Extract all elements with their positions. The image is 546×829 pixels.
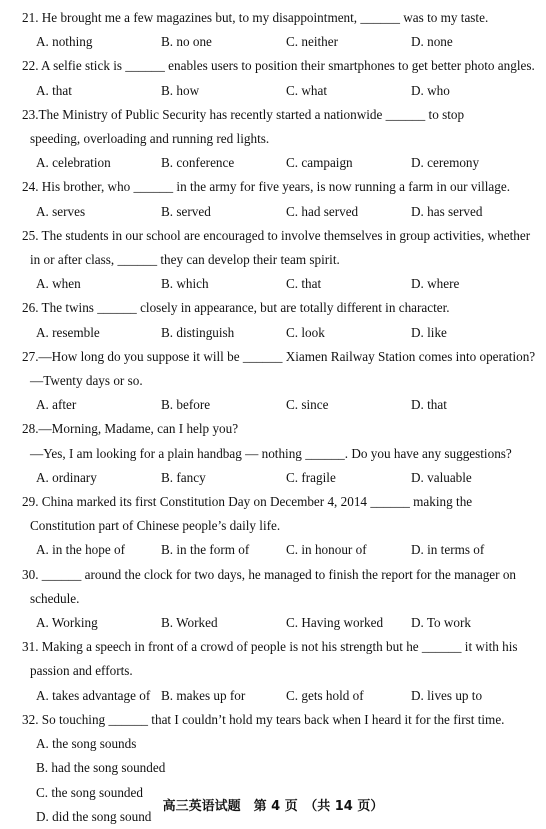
question-item (22, 563, 536, 636)
answer-option: D. where (411, 276, 460, 292)
page-footer: 高三英语试题 第 4 页 （共 14 页） (162, 799, 384, 814)
question-stem: 30. ______ around the clock for two days, he managed to finish the report for the manager on (22, 566, 517, 582)
answer-options (22, 321, 536, 345)
answer-option: B. in the form of (161, 542, 250, 558)
answer-option: A. the song sounds (36, 736, 137, 752)
answer-option: A. when (36, 276, 81, 292)
question-stem: 24. His brother, who ______ in the army for five years, is now running a farm in our village. (22, 179, 511, 195)
answer-option: B. which (161, 276, 209, 292)
question-stem: 32. So touching ______ that I couldn’t hold my tears back when I heard it for the first time. (22, 711, 505, 727)
answer-options (22, 151, 536, 175)
answer-option: D. valuable (411, 469, 472, 485)
question-stem: 29. China marked its first Constitution Day on December 4, 2014 ______ making the (22, 494, 473, 510)
answer-options (22, 393, 536, 417)
answer-option: A. after (36, 397, 77, 413)
answer-option: D. ceremony (411, 155, 480, 171)
answer-option: C. fragile (286, 469, 336, 485)
question-stem: 28.—Morning, Madame, can I help you? (22, 421, 239, 437)
answer-option: A. Working (36, 615, 98, 631)
question-item (22, 6, 536, 54)
answer-option: B. had the song sounded (36, 760, 166, 776)
answer-option: C. campaign (286, 155, 353, 171)
answer-option: C. that (286, 276, 322, 292)
answer-option: C. what (286, 82, 328, 98)
answer-option: D. none (411, 34, 453, 50)
question-stem: 25. The students in our school are encouraged to involve themselves in group activities, whether (22, 227, 531, 243)
question-item (22, 296, 536, 344)
answer-option: A. in the hope of (36, 542, 125, 558)
answer-option: A. nothing (36, 34, 93, 50)
answer-option: D. who (411, 82, 450, 98)
answer-option: B. conference (161, 155, 235, 171)
answer-option: C. the song sounded (36, 784, 143, 800)
question-stem-continuation: Constitution part of Chinese people’s daily life. (30, 518, 281, 534)
answer-option: D. To work (411, 615, 472, 631)
answer-option: C. in honour of (286, 542, 367, 558)
question-list (22, 6, 536, 829)
question-stem: 21. He brought me a few magazines but, to my disappointment, ______ was to my taste. (22, 10, 489, 25)
answer-option: D. that (411, 397, 447, 413)
answer-option: D. like (411, 324, 447, 340)
answer-option: B. served (161, 203, 211, 219)
question-item (22, 103, 536, 176)
answer-options (22, 538, 536, 562)
answer-options (22, 272, 536, 296)
answer-option: D. did the song sound (36, 808, 152, 824)
answer-option: A. that (36, 82, 72, 98)
question-item (22, 345, 536, 418)
answer-option: A. serves (36, 203, 86, 219)
answer-option: B. how (161, 82, 200, 98)
answer-option: D. in terms of (411, 542, 485, 558)
answer-options (22, 30, 536, 54)
question-stem-continuation: —Yes, I am looking for a plain handbag — nothing ______. Do you have any suggestions? (30, 445, 512, 461)
question-stem-continuation: schedule. (30, 590, 80, 606)
question-item (22, 224, 536, 297)
question-item (22, 635, 536, 708)
question-stem: 26. The twins ______ closely in appearance, but are totally different in character. (22, 300, 450, 316)
answer-options (22, 611, 536, 635)
answer-option: C. look (286, 324, 325, 340)
answer-option: C. Having worked (286, 615, 384, 631)
question-stem: 31. Making a speech in front of a crowd of people is not his strength but he ______ it with his (22, 639, 518, 655)
question-stem: 22. A selfie stick is ______ enables users to position their smartphones to get better photo angles. (22, 58, 535, 74)
answer-option: C. had served (286, 203, 359, 219)
answer-option: A. resemble (36, 324, 100, 340)
answer-option: B. fancy (161, 469, 206, 485)
answer-option: D. has served (411, 203, 483, 219)
answer-option: C. gets hold of (286, 687, 364, 703)
question-stem-continuation: —Twenty days or so. (30, 373, 143, 389)
question-stem-continuation: passion and efforts. (30, 663, 133, 679)
question-stem: 23.The Ministry of Public Security has recently started a nationwide ______ to stop (22, 106, 465, 122)
answer-option: B. distinguish (161, 324, 235, 340)
answer-options (22, 466, 536, 490)
question-item (22, 417, 536, 490)
question-stem-continuation: in or after class, ______ they can develop their team spirit. (30, 252, 340, 268)
answer-option: A. takes advantage of (36, 687, 151, 703)
question-stem-continuation: speeding, overloading and running red lights. (30, 131, 270, 147)
answer-option: B. Worked (161, 615, 218, 631)
answer-options (22, 200, 536, 224)
answer-options (22, 684, 536, 708)
answer-option: A. celebration (36, 155, 111, 171)
answer-option: A. ordinary (36, 469, 97, 485)
question-item (22, 175, 536, 223)
question-item (22, 490, 536, 563)
answer-option: B. before (161, 397, 211, 413)
answer-option: D. lives up to (411, 687, 483, 703)
answer-options (22, 79, 536, 103)
question-item (22, 54, 536, 102)
answer-option: B. makes up for (161, 687, 246, 703)
answer-option: C. since (286, 397, 329, 413)
answer-option: C. neither (286, 34, 339, 50)
answer-option: B. no one (161, 34, 212, 50)
question-stem: 27.—How long do you suppose it will be ______ Xiamen Railway Station comes into operation? (22, 348, 536, 364)
